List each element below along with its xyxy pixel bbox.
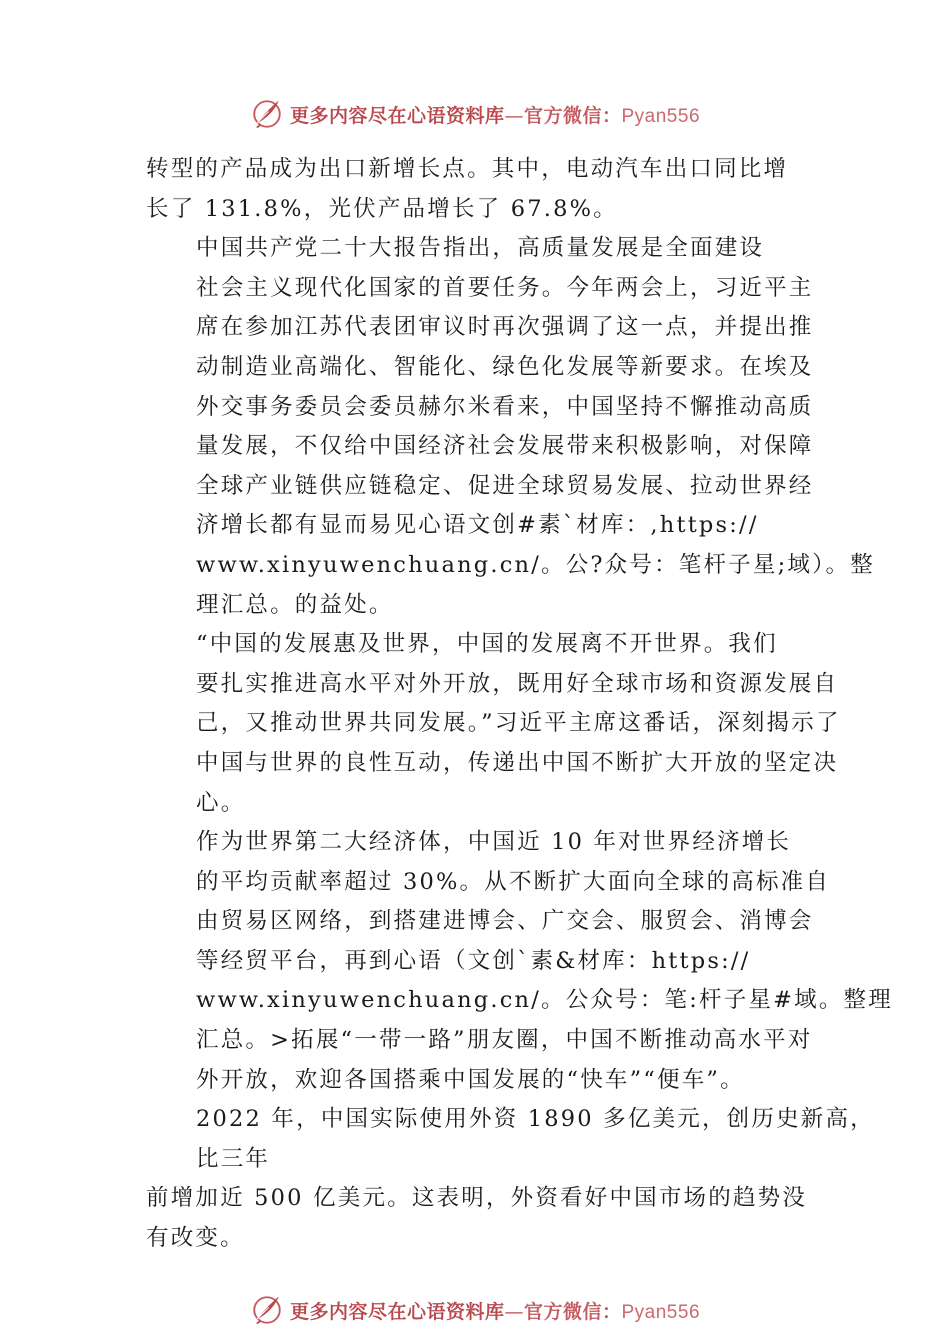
text-line: 席在参加江苏代表团审议时再次强调了这一点，并提出推 [196,314,814,341]
quill-logo-icon [250,97,284,131]
text-line: 有改变。 [146,1225,245,1252]
text-line: 2022 年，中国实际使用外资 1890 多亿美元，创历史新高， [196,1106,875,1133]
paragraph-4 [146,823,893,1179]
header-wechat-id: Pyan556 [621,105,701,127]
document-body [146,150,893,1259]
paragraph-5 [146,1179,810,1258]
text-line: 中国与世界的良性互动，传递出中国不断扩大开放的坚定决 [196,749,839,776]
footer-brand-text [290,1297,700,1324]
header-dash: — [504,104,524,127]
text-line: 量发展，不仅给中国经济社会发展带来积极影响，对保障 [196,433,814,460]
text-line: 作为世界第二大经济体，中国近 10 年对世界经济增长 [196,829,792,856]
header-brand: 更多内容尽在心语资料库 [289,104,505,127]
text-line: www.xinyuwenchuang.cn/。公?众号：笔杆子星;域）。整 [196,551,875,578]
footer-wechat-id: Pyan556 [621,1301,701,1323]
text-line: 心。 [196,789,246,816]
text-line: 全球产业链供应链稳定、促进全球贸易发展、拉动世界经 [196,472,814,499]
text-line: 汇总。>拓展“一带一路”朋友圈，中国不断推动高水平对 [196,1027,813,1054]
text-line: www.xinyuwenchuang.cn/。公众号：笔:杆子星#域。整理 [196,987,893,1014]
footer-dash: — [504,1300,524,1323]
text-line: 济增长都有显而易见心语文创#素`材库：,https:// [196,512,759,539]
text-line: 长了 131.8%，光伏产品增长了 67.8%。 [146,195,618,222]
text-line: 转型的产品成为出口新增长点。其中，电动汽车出口同比增 [146,156,789,182]
quill-logo-icon [250,1293,284,1327]
text-line: 社会主义现代化国家的首要任务。今年两会上，习近平主 [196,274,814,301]
text-line: 理汇总。的益处。 [196,591,394,618]
paragraph-3 [146,625,841,823]
paragraph-1 [146,150,810,229]
text-line: 外交事务委员会委员赫尔米看来，中国坚持不懈推动高质 [196,393,814,420]
text-line: 前增加近 500 亿美元。这表明，外资看好中国市场的趋势没 [146,1185,808,1212]
paragraph-2 [146,229,875,625]
text-line: 中国共产党二十大报告指出，高质量发展是全面建设 [196,235,765,262]
text-line: 等经贸平台，再到心语（文创`素&材库：https:// [196,947,751,974]
header-brand-text [290,101,700,128]
text-line: 的平均贡献率超过 30%。从不断扩大面向全球的高标准自 [196,868,831,895]
text-line: 由贸易区网络，到搭建进博会、广交会、服贸会、消博会 [196,908,814,935]
text-line: 要扎实推进高水平对外开放，既用好全球市场和资源发展自 [196,670,839,697]
footer-banner [0,1290,950,1330]
text-line: 动制造业高端化、智能化、绿色化发展等新要求。在埃及 [196,353,814,380]
footer-official-label: 官方微信： [523,1300,622,1323]
text-line: 己，又推动世界共同发展。”习近平主席这番话，深刻揭示了 [196,710,841,737]
header-banner [0,94,950,134]
header-official-label: 官方微信： [523,104,622,127]
text-line: 比三年 [196,1145,271,1172]
footer-brand: 更多内容尽在心语资料库 [289,1300,505,1323]
text-line: “中国的发展惠及世界，中国的发展离不开世界。我们 [196,631,778,658]
text-line: 外开放，欢迎各国搭乘中国发展的“快车”“便车”。 [196,1066,745,1093]
